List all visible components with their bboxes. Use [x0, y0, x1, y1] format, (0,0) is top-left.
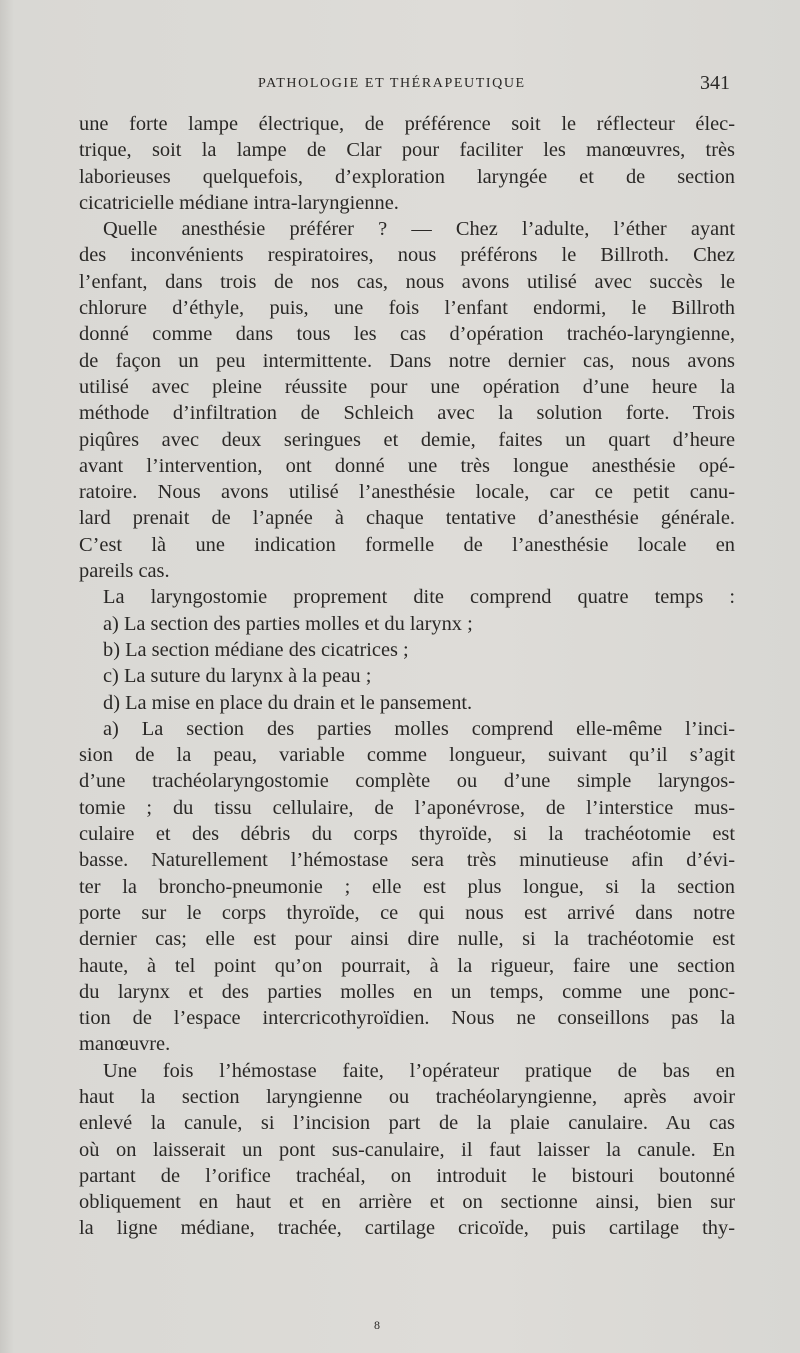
text-line: ter la broncho-pneumonie ; elle est plus longue, si la section — [79, 875, 735, 898]
text-line: utilisé avec pleine réussite pour une opération d’une heure la — [79, 375, 735, 398]
text-line: obliquement en haut et en arrière et on sectionne ainsi, bien sur — [79, 1191, 735, 1214]
list-item: a) La section des parties molles et du larynx ; — [103, 612, 473, 635]
text-line: pareils cas. — [79, 560, 170, 583]
text-line: donné comme dans tous les cas d’opération trachéo-laryngienne, — [79, 323, 735, 346]
text-line: piqûres avec deux seringues et demie, faites un quart d’heure — [79, 428, 735, 451]
text-line: haut la section laryngienne ou trachéolaryngienne, après avoir — [79, 1085, 735, 1108]
text-line: partant de l’orifice trachéal, on introduit le bistouri boutonné — [79, 1164, 735, 1187]
text-line: méthode d’infiltration de Schleich avec la solution forte. Trois — [79, 402, 735, 425]
text-line: haute, à tel point qu’on pourrait, à la rigueur, faire une section — [79, 954, 735, 977]
text-line: où on laisserait un pont sus-canulaire, il faut laisser la canule. En — [79, 1138, 735, 1161]
list-item: b) La section médiane des cicatrices ; — [103, 638, 409, 661]
text-line: une forte lampe électrique, de préférence soit le réflecteur élec- — [79, 113, 735, 135]
text-line: tion de l’espace intercricothyroïdien. Nous ne conseillons pas la — [79, 1007, 735, 1030]
text-line: porte sur le corps thyroïde, ce qui nous est arrivé dans notre — [79, 901, 735, 924]
text-line: des inconvénients respiratoires, nous préférons le Billroth. Chez — [79, 244, 735, 267]
text-line: a) La section des parties molles comprend elle-même l’inci- — [103, 717, 735, 740]
text-line: l’enfant, dans trois de nos cas, nous avons utilisé avec succès le — [79, 270, 735, 293]
text-line: du larynx et des parties molles en un temps, comme une ponc- — [79, 980, 735, 1003]
body-text — [79, 111, 735, 1242]
text-line: lard prenait de l’apnée à chaque tentative d’anesthésie générale. — [79, 507, 735, 530]
text-line: sion de la peau, variable comme longueur, suivant qu’il s’agit — [79, 744, 735, 767]
text-line: ratoire. Nous avons utilisé l’anesthésie locale, car ce petit canu- — [79, 481, 735, 504]
text-line: La laryngostomie proprement dite comprend quatre temps : — [103, 586, 735, 609]
text-line: C’est là une indication formelle de l’anesthésie locale en — [79, 533, 735, 556]
text-line: basse. Naturellement l’hémostase sera très minutieuse afin d’évi- — [79, 849, 735, 872]
running-head: PATHOLOGIE ET THÉRAPEUTIQUE — [258, 76, 526, 91]
list-item: d) La mise en place du drain et le pansement. — [103, 691, 473, 714]
text-line: trique, soit la lampe de Clar pour faciliter les manœuvres, très — [79, 139, 735, 162]
page-header — [0, 72, 800, 96]
text-line: avant l’intervention, ont donné une très longue anesthésie opé- — [79, 454, 735, 477]
text-line: Quelle anesthésie préférer ? — Chez l’adulte, l’éther ayant — [103, 218, 735, 241]
text-line: chlorure d’éthyle, puis, une fois l’enfant endormi, le Billroth — [79, 297, 735, 320]
text-line: tomie ; du tissu cellulaire, de l’aponévrose, de l’interstice mus- — [79, 796, 735, 819]
text-line: Une fois l’hémostase faite, l’opérateur pratique de bas en — [103, 1059, 735, 1082]
text-line: de façon un peu intermittente. Dans notre dernier cas, nous avons — [79, 349, 735, 372]
text-line: d’une trachéolaryngostomie complète ou d’une simple laryngos- — [79, 770, 735, 793]
text-line: manœuvre. — [79, 1033, 171, 1056]
footer-mark: 8 — [374, 1318, 380, 1332]
page-number: 341 — [700, 72, 730, 94]
text-line: dernier cas; elle est pour ainsi dire nulle, si la trachéotomie est — [79, 928, 735, 951]
text-line: la ligne médiane, trachée, cartilage cricoïde, puis cartilage thy- — [79, 1217, 735, 1240]
text-line: enlevé la canule, si l’incision part de la plaie canulaire. Au cas — [79, 1112, 735, 1135]
text-line: cicatricielle médiane intra-laryngienne. — [79, 191, 399, 214]
text-line: culaire et des débris du corps thyroïde, si la trachéotomie est — [79, 823, 735, 846]
text-line: laborieuses quelquefois, d’exploration laryngée et de section — [79, 165, 735, 188]
list-item: c) La suture du larynx à la peau ; — [103, 665, 372, 688]
